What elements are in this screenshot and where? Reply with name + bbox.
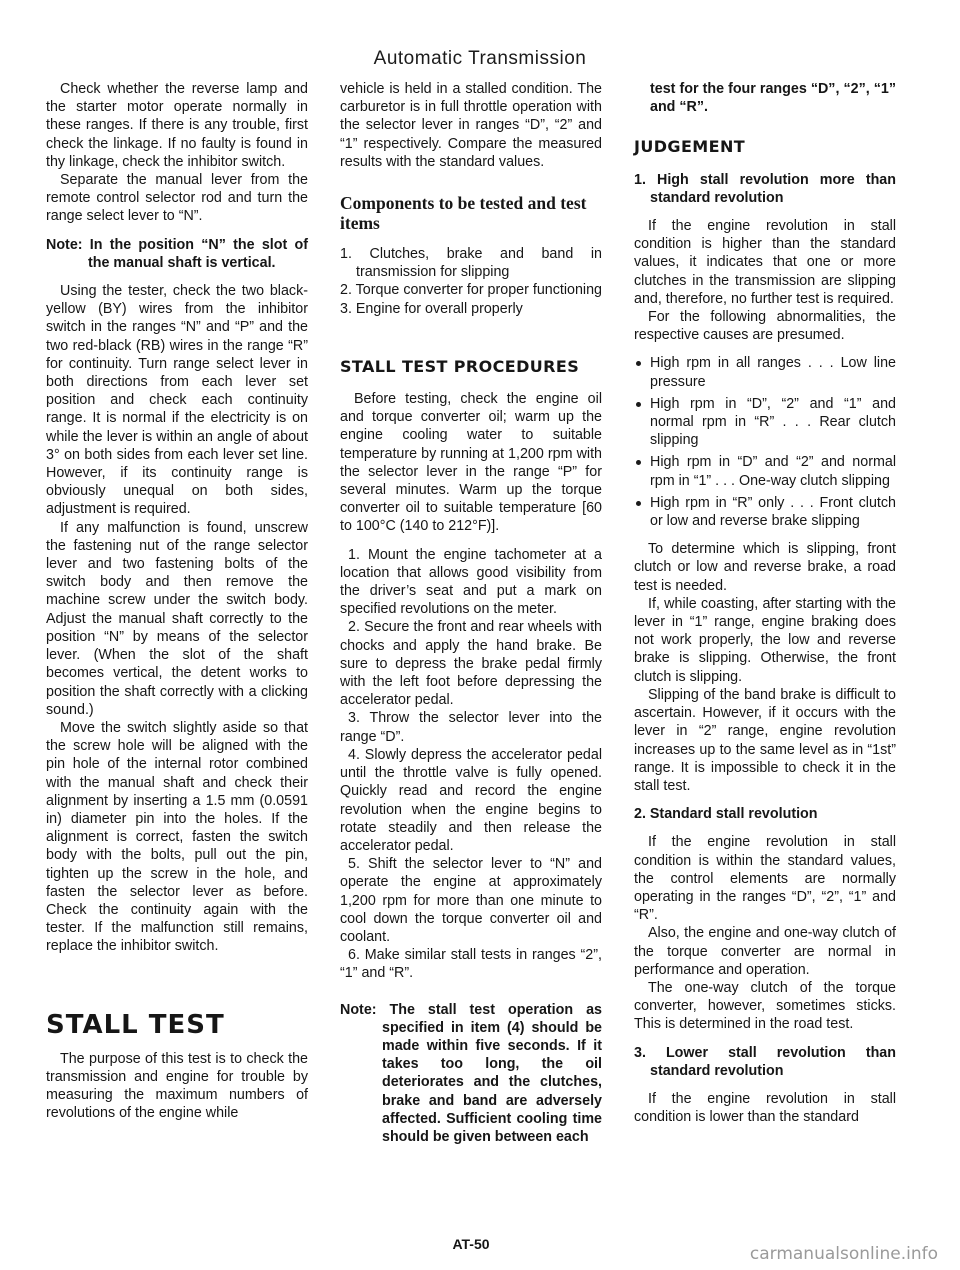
column-right xyxy=(634,80,896,1126)
list-item: High rpm in all ranges . . . Low line pressure xyxy=(634,354,896,390)
list-item: High rpm in “D”, “2” and “1” and normal rpm in “R” . . . Rear clutch slipping xyxy=(634,395,896,450)
section-heading-procedures: STALL TEST PROCEDURES xyxy=(340,356,580,376)
paragraph: If, while coasting, after starting with the lever in “1” range, engine braking does not work properly, the low and reverse brake is slipping. Otherwise, the front clutch is slipping. xyxy=(634,595,896,685)
procedure-step: 5. Shift the selector lever to “N” and operate the engine at approximately 1,200 rpm for more than one minute to cool down the torque converter oil and coolant. xyxy=(340,856,602,945)
paragraph: test for the four ranges “D”, “2”, “1” and “R”. xyxy=(650,81,896,116)
note: Note: In the position “N” the slot of the manual shaft is vertical. xyxy=(46,236,308,271)
list-item: 2. Torque converter for proper functioning xyxy=(340,282,602,299)
paragraph: Move the switch slightly aside so that the screw hole will be aligned with the pin hole of the internal rotor combined with the manual shaft and check their alignment by inserting a 1.5 mm (0.0591 in) diameter pin into the holes. If the alignment is correct, fasten the switch body with the bolts, pull out the pin, tighten up the screw in the hole, and fasten the selector lever as before. Check the continuity again with the tester. If the malfunction still remains, replace the inhibitor switch. xyxy=(46,719,308,955)
subheading: 2. Standard stall revolution xyxy=(634,806,818,823)
abnormalities-list xyxy=(634,354,896,530)
paragraph: If the engine revolution in stall condition is lower than the standard xyxy=(634,1090,896,1126)
list-item: High rpm in “D” and “2” and normal rpm in “1” . . . One-way clutch slipping xyxy=(634,453,896,489)
section-heading-components: Components to be tested and test items xyxy=(340,193,587,234)
paragraph: For the following abnormalities, the respective causes are presumed. xyxy=(634,309,896,344)
column-middle xyxy=(340,80,602,1156)
page-number: AT-50 xyxy=(452,1236,490,1252)
paragraph: Separate the manual lever from the remote control selector rod and turn the range select lever to “N”. xyxy=(46,172,308,225)
paragraph: vehicle is held in a stalled condition. The carburetor is in full throttle operation with the selector lever in ranges “D”, “2” and “1” respectively. Compare the measured results with the standard values. xyxy=(340,81,602,170)
paragraph: Also, the engine and one-way clutch of the torque converter are normal in performance and operation. xyxy=(634,925,896,978)
paragraph: Check whether the reverse lamp and the starter motor operate normally in these ranges. If there is any trouble, first check the linkage. If no faulty is found in thy linkage, check the inhibitor switch. xyxy=(46,81,308,170)
components-list xyxy=(340,245,602,318)
paragraph: Using the tester, check the two black-yellow (BY) wires from the inhibitor switch in the ranges “N” and “P” and the two red-black (RB) wires in the range “R” for continuity. Turn range select lever in both directions from each lever set position and check each continuity range. It is normal if the electricity is on while the lever is within an angle of about 3° on both sides from each lever set line. However, if its continuity range is obviously unequal on both sides, adjustment is required. xyxy=(46,283,308,518)
procedure-step: 1. Mount the engine tachometer at a location that allows good visibility from the driver’s seat and put a mark on specified revolutions on the meter. xyxy=(340,546,602,618)
paragraph: The one-way clutch of the torque converter, however, sometimes sticks. This is determined in the road test. xyxy=(634,979,896,1033)
procedure-step: 4. Slowly depress the accelerator pedal until the throttle valve is fully opened. Quickly read and record the engine revolution when the engine begins to rotate steadily and then release the accelerator pedal. xyxy=(340,746,602,854)
paragraph: If any malfunction is found, unscrew the fastening nut of the range selector lever and two fastening bolts of the switch body and then remove the machine screw under the switch body. Adjust the manual shaft correctly to the position “N” by means of the selector lever. (When the slot of the shaft becomes vertical, the detent works to position the shaft correctly with a clicking sound.) xyxy=(46,519,308,718)
paragraph: Before testing, check the engine oil and torque converter oil; warm up the engine cooling water to suitable temperature by running at 1,200 rpm with the selector lever in the range “P” for several minutes. Warm up the torque converter oil to suitable temperature [60 to 100°C (140 to 212°F)]. xyxy=(340,391,602,535)
note: Note: The stall test operation as specified in item (4) should be made within five seconds. If it takes too long, the oil deteriorates and the clutches, brake and band are adversely affected. Sufficient cooling time should be given between each xyxy=(340,1001,602,1145)
procedure-step: 6. Make similar stall tests in ranges “2”, “1” and “R”. xyxy=(340,947,602,982)
subheading: 3. Lower stall revolution than standard revolution xyxy=(634,1044,896,1079)
section-heading-judgement: JUDGEMENT xyxy=(634,137,746,157)
watermark: carmanualsonline.info xyxy=(749,1244,938,1264)
paragraph: If the engine revolution in stall condition is within the standard values, the control elements are normally operating in the ranges “D”, “2”, “1” and “R”. xyxy=(634,834,896,924)
procedure-step: 3. Throw the selector lever into the range “D”. xyxy=(340,710,602,745)
list-item: High rpm in “R” only . . . Front clutch or low and reverse brake slipping xyxy=(634,494,896,530)
section-heading-stall-test: STALL TEST xyxy=(46,1009,225,1040)
subheading: 1. High stall revolution more than standard revolution xyxy=(634,171,896,206)
paragraph: The purpose of this test is to check the transmission and engine for trouble by measuring the maximum numbers of revolutions of the engine while xyxy=(46,1050,308,1122)
page-header: Automatic Transmission xyxy=(373,48,587,69)
paragraph: Slipping of the band brake is difficult to ascertain. However, if it occurs with the lever in “2” range, engine revolution increases up to the same level as in “1st” range. It is impossible to check it in the stall test. xyxy=(634,686,896,794)
paragraph: To determine which is slipping, front clutch or low and reverse brake, a road test is needed. xyxy=(634,541,896,594)
procedure-step: 2. Secure the front and rear wheels with chocks and apply the hand brake. Be sure to depress the brake pedal firmly with the left foot before depressing the accelerator pedal. xyxy=(340,619,602,709)
list-item: 3. Engine for overall properly xyxy=(340,300,523,317)
column-left xyxy=(46,80,308,1123)
paragraph: If the engine revolution in stall condition is higher than the standard values, it indicates that one or more clutches in the transmission are slipping and, therefore, no further test is required. xyxy=(634,218,896,307)
list-item: 1. Clutches, brake and band in transmission for slipping xyxy=(340,246,602,281)
